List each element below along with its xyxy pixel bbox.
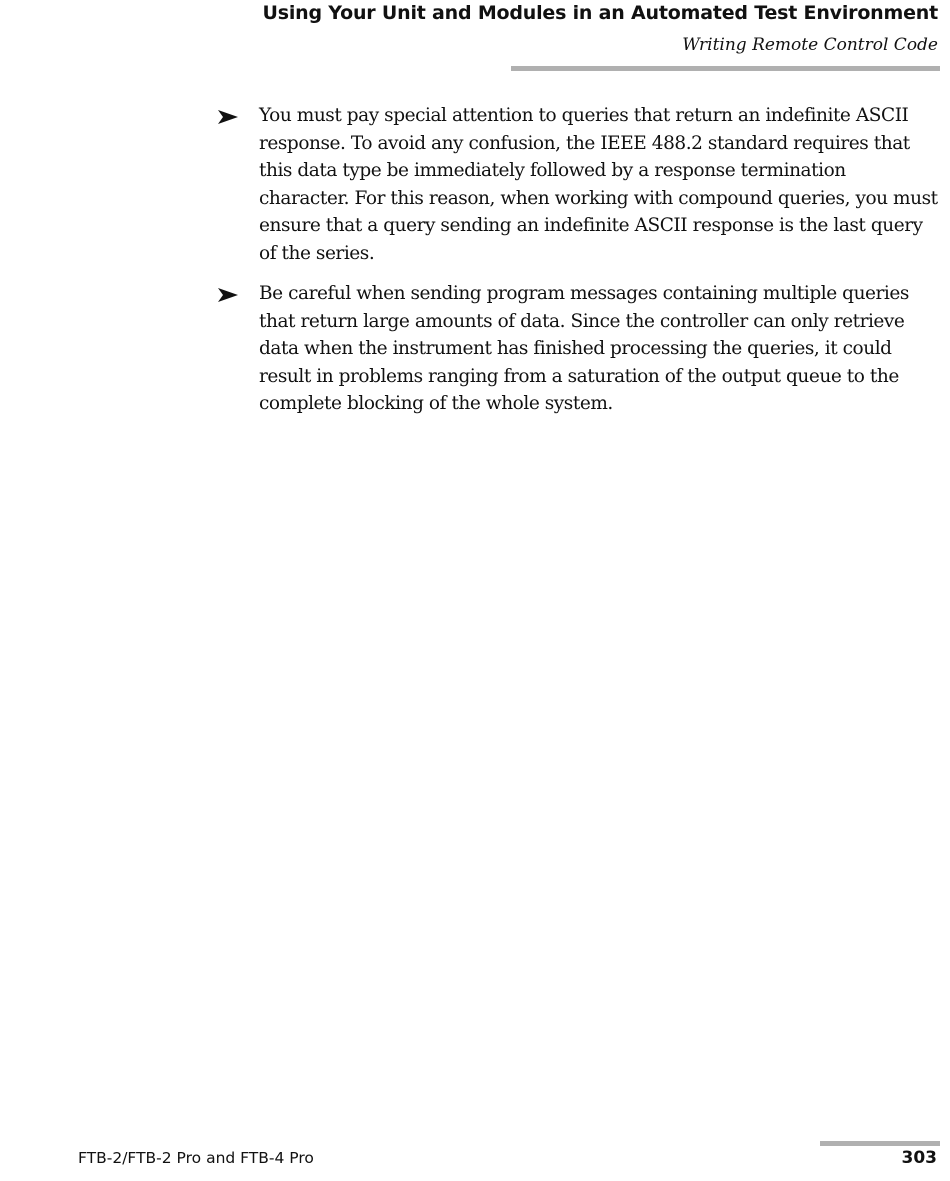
bullet-text: Be careful when sending program messages containing multiple queries that return large amounts of data. Since the controller can only retrieve data when the instrument has finished processing the queries, it could result in problems ranging from a saturation of the output queue to the complete blocking of the whole system. <box>259 283 909 414</box>
page-number: 303 <box>901 1148 937 1168</box>
page-header-title: Using Your Unit and Modules in an Automated Test Environment <box>262 2 938 24</box>
arrow-bullet-icon <box>218 288 238 302</box>
bullet-item <box>218 280 940 418</box>
body-content <box>218 102 940 431</box>
header-divider <box>511 66 940 71</box>
arrow-bullet-icon <box>218 110 238 124</box>
page-header-subtitle: Writing Remote Control Code <box>682 35 938 55</box>
bullet-text: You must pay special attention to queries that return an indefinite ASCII response. To avoid any confusion, the IEEE 488.2 standard requires that this data type be immediately followed by a response termination character. For this reason, when working with compound queries, you must ensure that a query sending an indefinite ASCII response is the last query of the series. <box>259 105 938 264</box>
bullet-item <box>218 102 940 267</box>
footer-divider <box>820 1141 940 1146</box>
footer-product-name: FTB-2/FTB-2 Pro and FTB-4 Pro <box>78 1149 314 1167</box>
